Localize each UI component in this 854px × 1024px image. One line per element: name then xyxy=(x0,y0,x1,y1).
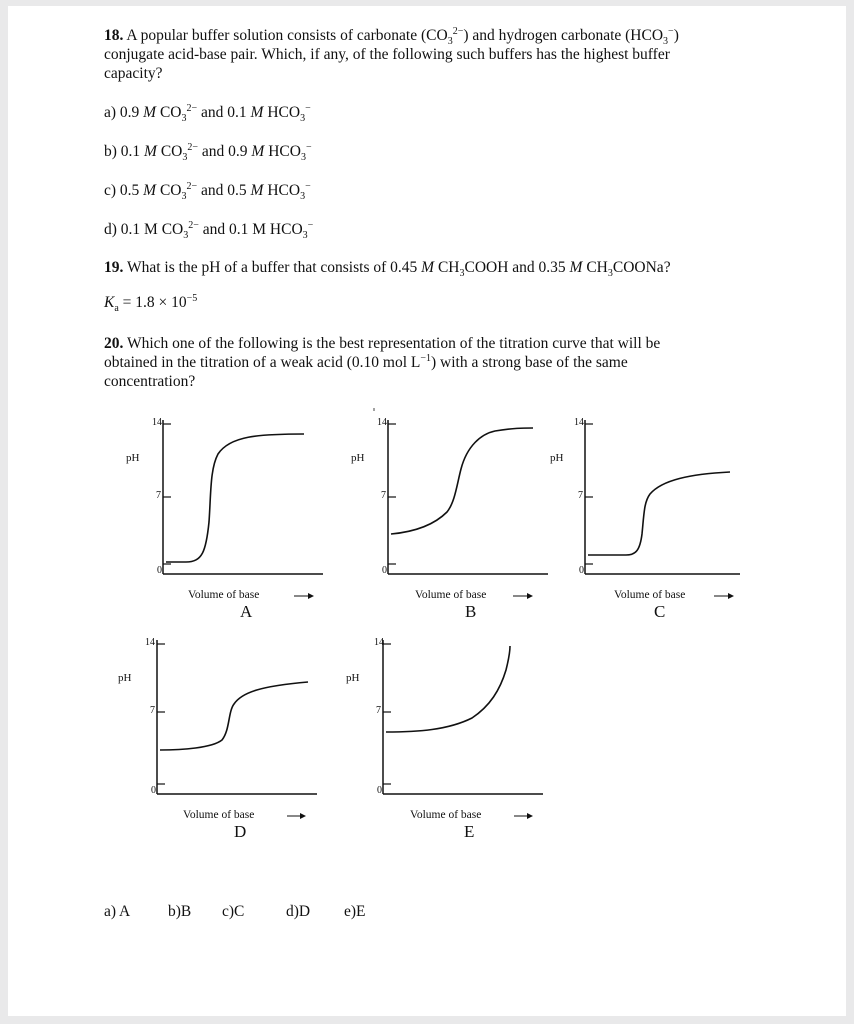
q18-line2: conjugate acid-base pair. Which, if any, of the following such buffers has the highest buffer xyxy=(104,46,670,63)
opt-c-mid: and 0.5 xyxy=(197,182,251,199)
q18-line1 xyxy=(104,25,679,48)
graph-d-curve xyxy=(160,682,308,750)
opt-b-m2: M xyxy=(251,143,265,160)
opt-c-hco: HCO xyxy=(263,182,301,199)
graph-e-label-7: 7 xyxy=(376,705,381,716)
graph-d-label-14: 14 xyxy=(145,637,155,648)
opt-a-sub2: 3 xyxy=(300,113,306,125)
graph-b-letter: B xyxy=(465,602,477,621)
q19-text-e: COONa? xyxy=(612,259,671,276)
opt-d-pre: d) 0.1 M CO xyxy=(104,221,184,238)
graph-c-xlabel: Volume of base xyxy=(614,589,686,601)
graph-b-label-0: 0 xyxy=(382,565,387,576)
opt-a-m1: M xyxy=(143,104,157,121)
graph-c-letter: C xyxy=(654,602,666,621)
graph-c-curve xyxy=(588,472,730,555)
opt-c-sup1: 2− xyxy=(186,180,198,192)
q18-text-c: ) xyxy=(673,27,679,44)
graph-b-curve xyxy=(391,428,533,534)
opt-b-m1: M xyxy=(144,143,157,160)
graph-c-label-0: 0 xyxy=(579,565,584,576)
graph-e-letter: E xyxy=(464,822,475,841)
q18-text-b: ) and hydrogen carbonate (HCO xyxy=(463,27,664,44)
question-20 xyxy=(104,334,660,391)
q19-number: 19. xyxy=(104,259,124,276)
question-18 xyxy=(104,26,679,83)
q20-line3: concentration? xyxy=(104,373,196,390)
q20-text-2a: obtained in the titration of a weak acid (0.10 mol L xyxy=(104,354,421,371)
q19-text-b: CH xyxy=(434,259,460,276)
q19-sub1: 3 xyxy=(459,268,465,280)
q18-option-c xyxy=(104,180,311,203)
q18-sub-b: 3 xyxy=(663,36,669,48)
q18-text-a: A popular buffer solution consists of carbonate (CO xyxy=(126,27,448,44)
graph-d-arrow-icon xyxy=(300,813,306,819)
graph-d-ylabel: pH xyxy=(118,672,132,684)
opt-a-m2: M xyxy=(250,104,264,121)
q19-m1: M xyxy=(421,259,435,276)
opt-a-hco: HCO xyxy=(263,104,301,121)
opt-d-mid: and 0.1 M HCO xyxy=(198,221,303,238)
opt-b-sup2: − xyxy=(305,141,312,153)
opt-c-co: CO xyxy=(156,182,182,199)
opt-d-sup2: − xyxy=(307,219,314,231)
graph-b-label-7: 7 xyxy=(381,490,386,501)
opt-b-co: CO xyxy=(156,143,183,160)
answer-b: b)B xyxy=(168,903,192,920)
opt-b-mid: and 0.9 xyxy=(198,143,252,160)
q19-ka xyxy=(104,292,198,315)
graph-c-ylabel: pH xyxy=(550,452,564,464)
opt-d-sup1: 2− xyxy=(188,219,199,231)
graph-a-curve xyxy=(166,434,304,562)
graph-e-curve xyxy=(386,646,510,732)
q19-text-c: COOH and 0.35 xyxy=(464,259,570,276)
ka-val: = 1.8 × 10 xyxy=(118,294,187,311)
opt-b-sub1: 3 xyxy=(182,152,188,164)
graph-e-label-14: 14 xyxy=(374,637,384,648)
q19-text-d: CH xyxy=(582,259,608,276)
opt-a-pre: a) 0.9 xyxy=(104,104,144,121)
q18-sup-a: 2− xyxy=(452,25,464,37)
graph-b-ylabel: pH xyxy=(351,452,365,464)
graph-c-label-14: 14 xyxy=(574,417,584,428)
opt-d-sub1: 3 xyxy=(183,230,189,242)
opt-c-sub1: 3 xyxy=(181,191,187,203)
opt-a-sup2: − xyxy=(305,102,311,114)
q18-option-a xyxy=(104,102,311,125)
q18-option-d xyxy=(104,219,314,242)
q19-text-a: What is the pH of a buffer that consists of 0.45 xyxy=(126,259,422,276)
graph-d-label-7: 7 xyxy=(150,705,155,716)
opt-a-sup1: 2− xyxy=(186,102,198,114)
graph-a-label-0: 0 xyxy=(157,565,162,576)
opt-a-co: CO xyxy=(156,104,182,121)
opt-a-sub1: 3 xyxy=(181,113,187,125)
q20-line1 xyxy=(104,334,660,353)
opt-c-sub2: 3 xyxy=(300,191,306,203)
q18-sup-b: − xyxy=(668,25,674,37)
graph-c-label-7: 7 xyxy=(578,490,583,501)
opt-b-pre: b) 0.1 xyxy=(104,143,145,160)
ka-sub: a xyxy=(114,303,119,315)
graph-d-xlabel: Volume of base xyxy=(183,809,255,821)
graph-e-xlabel: Volume of base xyxy=(410,809,482,821)
opt-c-m2: M xyxy=(250,182,264,199)
graph-a-letter: A xyxy=(240,602,253,621)
answer-e: e)E xyxy=(344,903,366,920)
q20-number: 20. xyxy=(104,335,124,352)
graph-a-ylabel: pH xyxy=(126,452,140,464)
q18-option-b xyxy=(104,141,312,164)
question-19 xyxy=(104,258,671,280)
worksheet-page xyxy=(8,6,846,1016)
q19-sub2: 3 xyxy=(607,268,613,280)
answer-d: d)D xyxy=(286,903,311,920)
graph-b-arrow-icon xyxy=(527,593,533,599)
graph-b-label-14: 14 xyxy=(377,417,387,428)
graph-b-xlabel: Volume of base xyxy=(415,589,487,601)
q18-line3: capacity? xyxy=(104,65,163,82)
graph-e-arrow-icon xyxy=(527,813,533,819)
graph-c-arrow-icon xyxy=(728,593,734,599)
opt-b-hco: HCO xyxy=(264,143,301,160)
opt-d-sub2: 3 xyxy=(302,230,308,242)
answer-a: a) A xyxy=(104,903,131,920)
q20-text-1: Which one of the following is the best representation of the titration curve that will be xyxy=(126,335,661,352)
graph-d-letter: D xyxy=(234,822,247,841)
graph-e-ylabel: pH xyxy=(346,672,360,684)
q20-line2 xyxy=(104,353,660,372)
q19-m2: M xyxy=(569,259,583,276)
graph-e-label-0: 0 xyxy=(377,785,382,796)
opt-a-mid: and 0.1 xyxy=(197,104,251,121)
answer-c: c)C xyxy=(222,903,245,920)
graph-a-label-14: 14 xyxy=(152,417,162,428)
opt-c-pre: c) 0.5 xyxy=(104,182,144,199)
q20-text-2b: ) with a strong base of the same xyxy=(431,354,628,371)
q20-sup: −1 xyxy=(420,352,432,364)
graph-a-xlabel: Volume of base xyxy=(188,589,260,601)
graph-d-label-0: 0 xyxy=(151,785,156,796)
ka-exp: −5 xyxy=(186,292,198,304)
graph-a-label-7: 7 xyxy=(156,490,161,501)
opt-c-m1: M xyxy=(143,182,157,199)
opt-b-sup1: 2− xyxy=(187,141,199,153)
q18-sub-a: 3 xyxy=(447,36,453,48)
opt-c-sup2: − xyxy=(305,180,311,192)
q18-number: 18. xyxy=(104,27,124,44)
graph-a-arrow-icon xyxy=(308,593,314,599)
ka-k: K xyxy=(104,294,115,311)
opt-b-sub2: 3 xyxy=(300,152,306,164)
